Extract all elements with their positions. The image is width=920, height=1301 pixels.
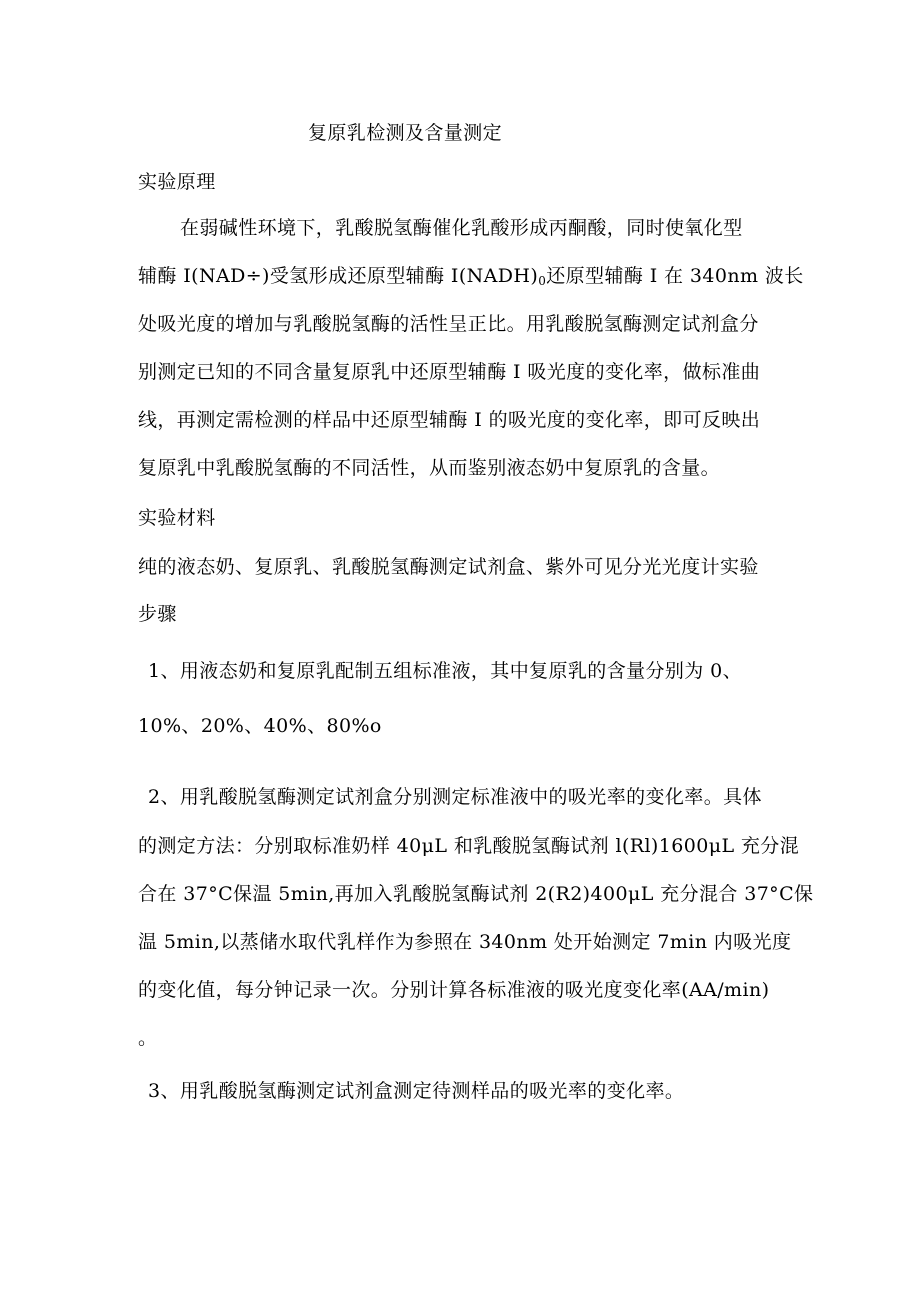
step-1-line: 1、用液态奶和复原乳配制五组标准液，其中复原乳的含量分别为 0、	[148, 660, 743, 682]
paragraph-line: 纯的液态奶、复原乳、乳酸脱氢酶测定试剂盒、紫外可见分光光度计实验	[138, 556, 759, 578]
step-2-line: 温 5min,以蒸储水取代乳样作为参照在 340nm 处开始测定 7min 内吸光度	[138, 931, 792, 953]
section-heading-principle: 实验原理	[138, 171, 216, 193]
step-2-line: 的测定方法：分别取标准奶样 40μL 和乳酸脱氢酶试剂 l(Rl)1600μL 充分混	[138, 835, 800, 857]
step-2-line: 。	[138, 1027, 158, 1049]
text-segment: 辅酶 I(NAD÷)受氢形成还原型辅酶 I(NADH)	[138, 265, 539, 287]
step-2-line: 的变化值，每分钟记录一次。分别计算各标准液的吸光度变化率(AA/min)	[138, 979, 770, 1001]
page-title: 复原乳检测及含量测定	[308, 122, 503, 144]
paragraph-line: 步骤	[138, 603, 177, 625]
paragraph-line: 在弱碱性环境下，乳酸脱氢酶催化乳酸形成丙酮酸，同时使氧化型	[180, 217, 743, 239]
paragraph-line: 处吸光度的增加与乳酸脱氢酶的活性呈正比。用乳酸脱氢酶测定试剂盒分	[138, 313, 759, 335]
paragraph-line	[138, 264, 804, 288]
step-2-line: 2、用乳酸脱氢酶测定试剂盒分别测定标准液中的吸光率的变化率。具体	[148, 786, 762, 808]
paragraph-line: 线，再测定需检测的样品中还原型辅酶 I 的吸光度的变化率，即可反映出	[138, 409, 761, 431]
paragraph-line: 别测定已知的不同含量复原乳中还原型辅酶 I 吸光度的变化率，做标准曲	[138, 361, 761, 383]
paragraph-line: 复原乳中乳酸脱氢酶的不同活性，从而鉴别液态奶中复原乳的含量。	[138, 457, 721, 479]
step-1-line: 10%、20%、40%、80%o	[138, 715, 382, 737]
section-heading-materials: 实验材料	[138, 507, 216, 529]
subscript: 0	[538, 274, 547, 288]
step-3-line: 3、用乳酸脱氢酶测定试剂盒测定待测样品的吸光率的变化率。	[148, 1080, 685, 1102]
step-2-line: 合在 37°C保温 5min,再加入乳酸脱氢酶试剂 2(R2)400μL 充分混合 37°C保	[138, 883, 814, 905]
text-segment: 还原型辅酶 I 在 340nm 波长	[546, 265, 804, 287]
